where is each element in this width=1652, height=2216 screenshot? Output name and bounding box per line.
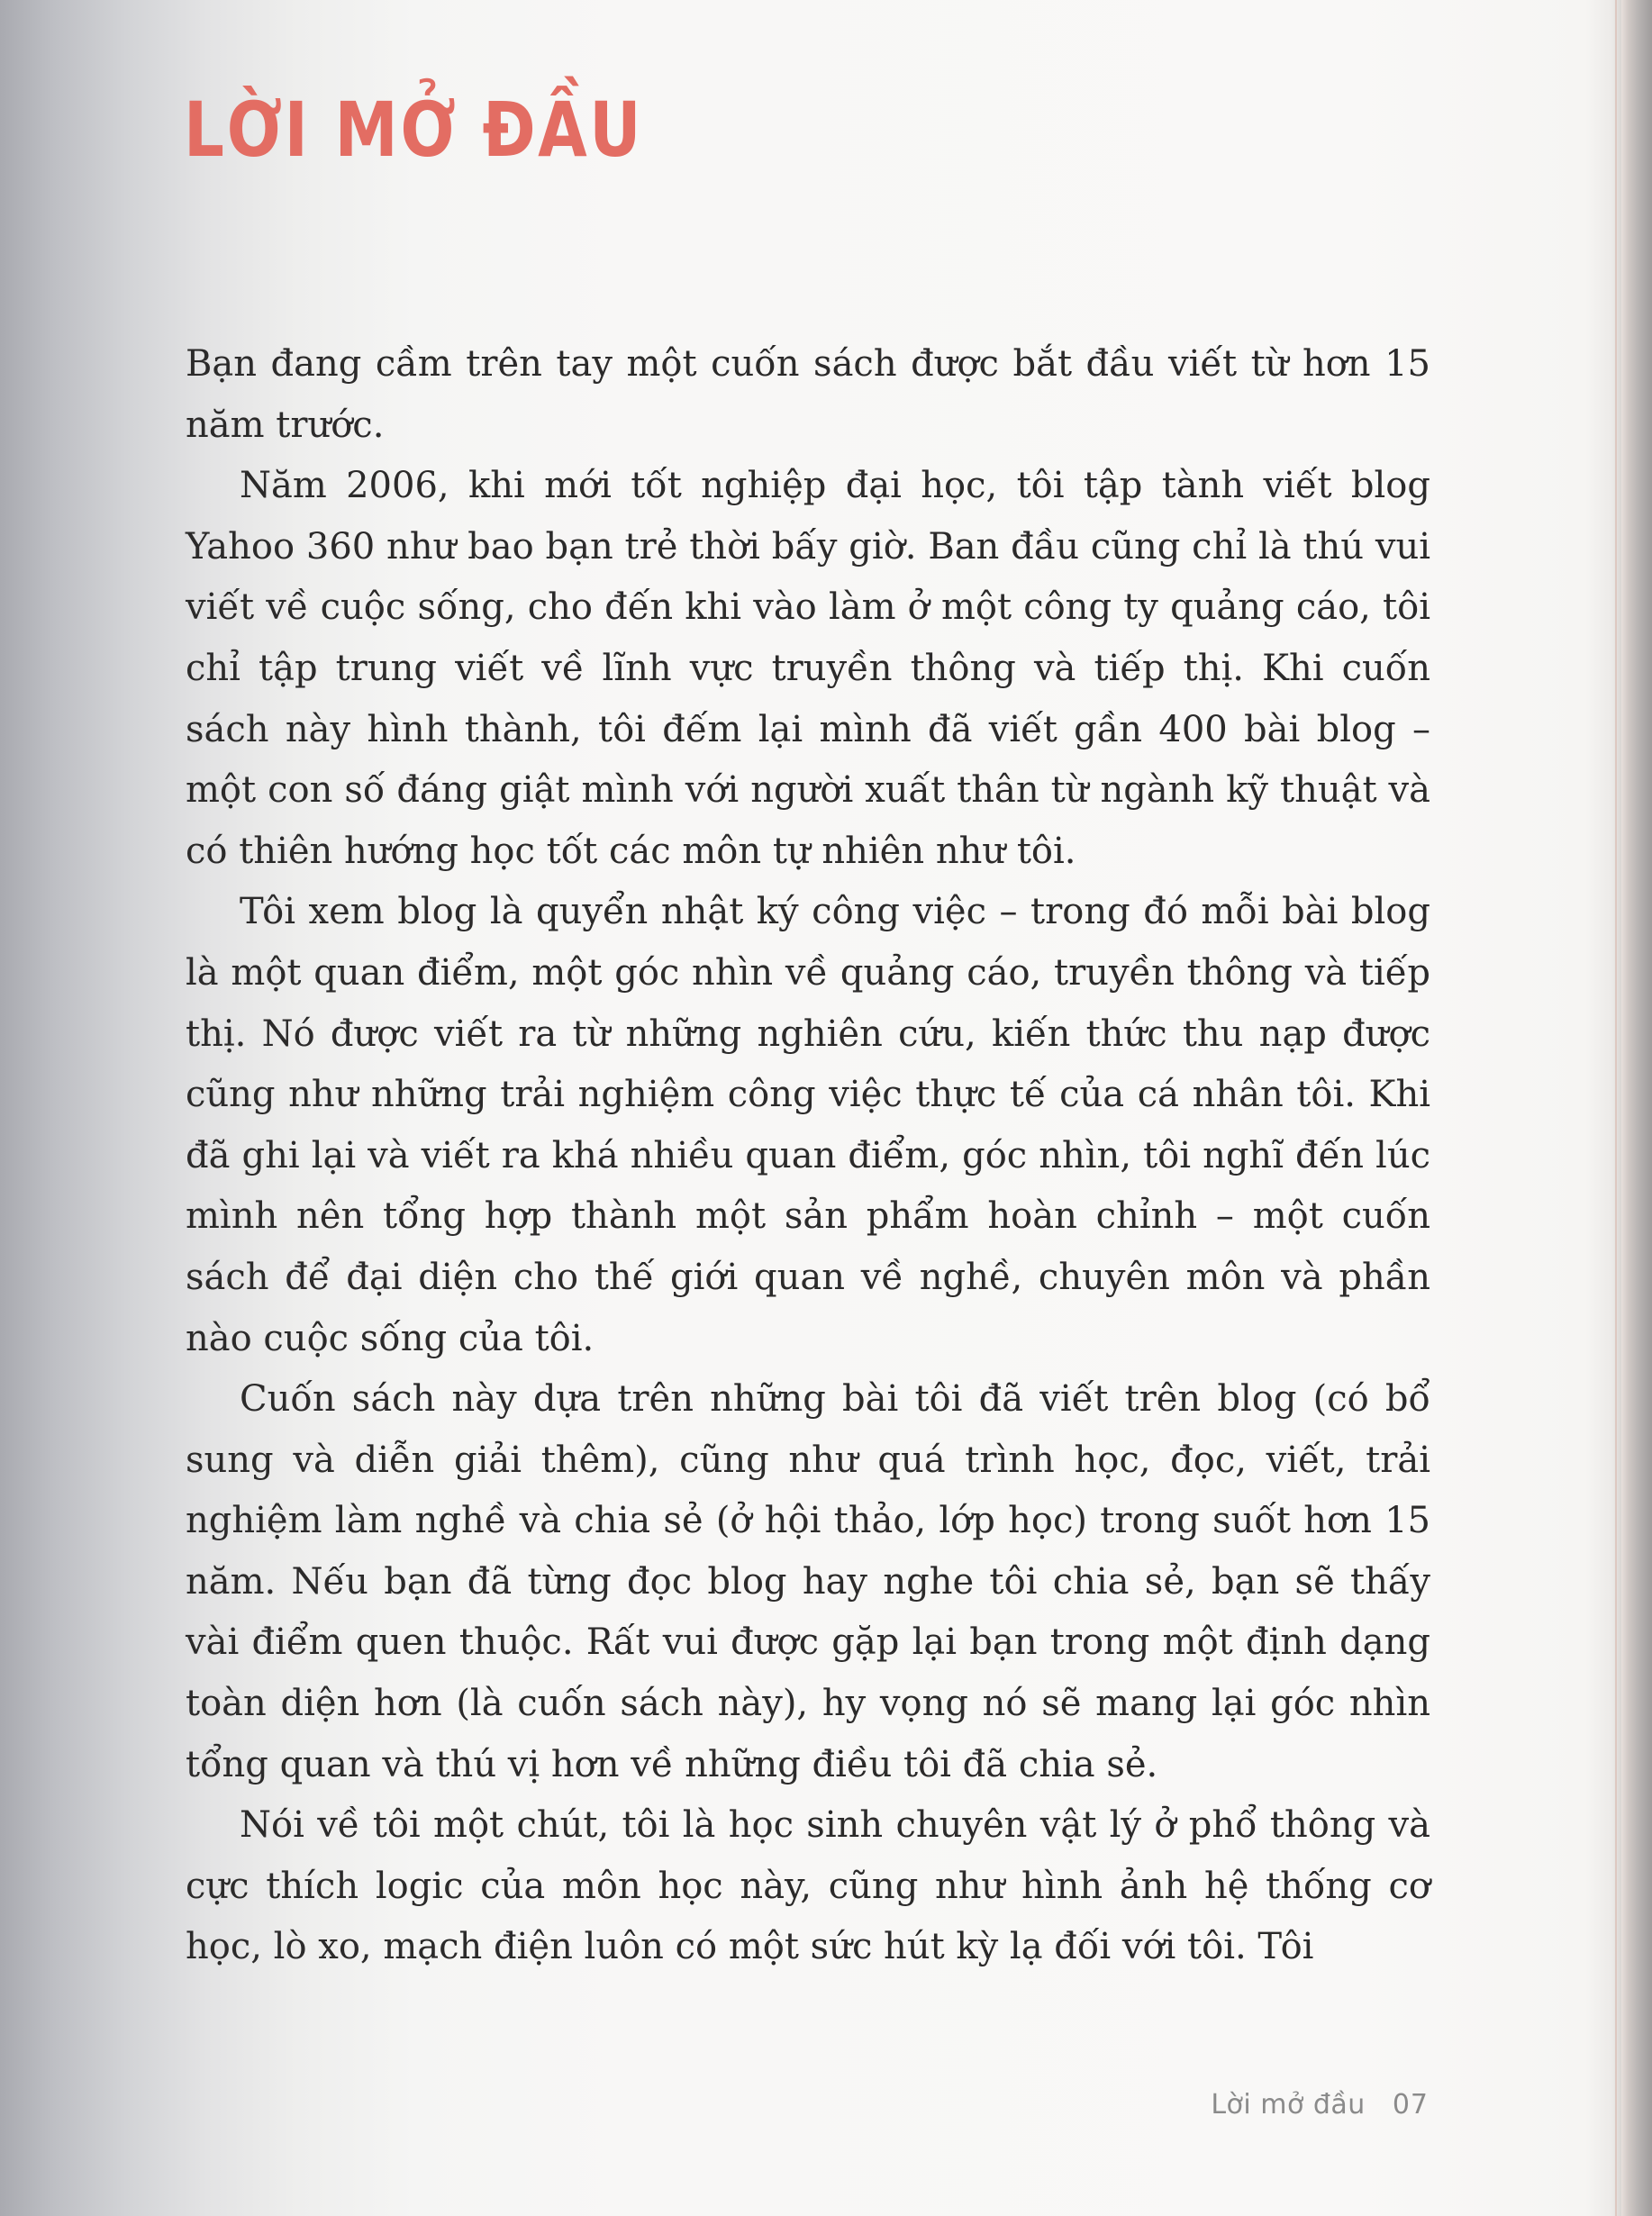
page-edge-line <box>1615 0 1617 2216</box>
paragraph-1: Bạn đang cầm trên tay một cuốn sách được bắt đầu viết từ hơn 15 năm trước. <box>186 343 1430 446</box>
paragraph-3: Tôi xem blog là quyển nhật ký công việc – trong đó mỗi bài blog là một quan điểm, một góc nhìn về quảng cáo, truyền thông và tiếp thị. Nó được viết ra từ những nghiên cứu, kiến thức thu nạp được cũng như những trải nghiệm công việc thực tế của cá nhân tôi. Khi đã ghi lại và viết ra khá nhiều quan điểm, góc nhìn, tôi nghĩ đến lúc mình nên tổng hợp thành một sản phẩm hoàn chỉnh – một cuốn sách để đại diện cho thế giới quan về nghề, chuyên môn và phần nào cuộc sống của tôi. <box>186 891 1430 1359</box>
page-number: 07 <box>1392 2089 1429 2121</box>
page-edge-shadow <box>1621 0 1652 2216</box>
body-text <box>186 334 1430 1978</box>
running-footer <box>1211 2089 1429 2121</box>
paragraph-4: Cuốn sách này dựa trên những bài tôi đã viết trên blog (có bổ sung và diễn giải thêm), cũng như quá trình học, đọc, viết, trải nghiệm làm nghề và chia sẻ (ở hội thảo, lớp học) trong suốt hơn 15 năm. Nếu bạn đã từng đọc blog hay nghe tôi chia sẻ, bạn sẽ thấy vài điểm quen thuộc. Rất vui được gặp lại bạn trong một định dạng toàn diện hơn (là cuốn sách này), hy vọng nó sẽ mang lại góc nhìn tổng quan và thú vị hơn về những điều tôi đã chia sẻ. <box>186 1378 1430 1785</box>
chapter-title: LỜI MỞ ĐẦU <box>184 86 644 174</box>
footer-section-title: Lời mở đầu <box>1211 2089 1366 2121</box>
paragraph-2: Năm 2006, khi mới tốt nghiệp đại học, tôi tập tành viết blog Yahoo 360 như bao bạn trẻ thời bấy giờ. Ban đầu cũng chỉ là thú vui viết về cuộc sống, cho đến khi vào làm ở một công ty quảng cáo, tôi chỉ tập trung viết về lĩnh vực truyền thông và tiếp thị. Khi cuốn sách này hình thành, tôi đếm lại mình đã viết gần 400 bài blog – một con số đáng giật mình với người xuất thân từ ngành kỹ thuật và có thiên hướng học tốt các môn tự nhiên như tôi. <box>186 465 1430 872</box>
paragraph-5: Nói về tôi một chút, tôi là học sinh chuyên vật lý ở phổ thông và cực thích logic của môn học này, cũng như hình ảnh hệ thống cơ học, lò xo, mạch điện luôn có một sức hút kỳ lạ đối với tôi. Tôi <box>186 1804 1430 1968</box>
